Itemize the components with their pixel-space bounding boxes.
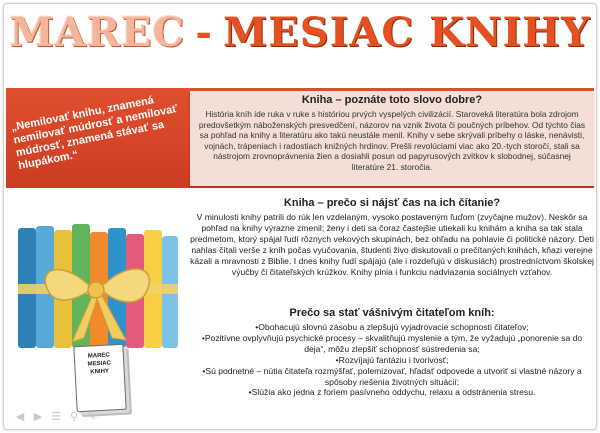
list-item: • Slúžia ako jedna z foriem pasívneho oddychu, relaxu a odstránenia stresu. xyxy=(190,387,594,398)
title-marec: MAREC xyxy=(9,9,186,56)
title-dash: - xyxy=(195,9,213,56)
section2-text: V minulosti knihy patrili do rúk len vzdelaným, vysoko postaveným ľuďom (zvyčajne mužov). Neskôr sa pohľad na knihy výrazne zmenil; ženy i deti sa čoraz častejšie utiekali ku knihám a kniha sa tak stala predmetom, ktorý spájal ľudí rôznych vekových skupinách, bez ohľadu na pohlavie či politické názory. Deti nahlas čítali verše z kníh počas vyučovania, študenti živo diskutovali o prečítaných knihách, kňazi verejne kázali a mravnosti z Biblie. I dnes knihy ľudí spájajú (ale i rozdeľujú v diskusiách) prostredníctvom školskej výučby či čitateľských krúžkov. Knihy plnia i funkciu nadviazania sociálnych vzťahov. xyxy=(190,212,594,277)
section1-heading: Kniha – poznáte toto slovo dobre? xyxy=(301,94,483,106)
page-title xyxy=(0,10,600,56)
section1-text: História kníh ide ruka v ruke s históriou prvých vyspelých civilizácií. Staroveká literatúra bola zdrojom predovšetkým náboženských presvedčení, názorov na vznik života či poučných príbehov. Od týchto čias sa pohľad na knihy a literatúru ako takú neustále menil. Knihy v sebe skrývali príbehy o láske, nenávisti, vojnách, trápeniach i radostiach knižných hrdinov. Prešli revolúciami viac ako 20.-tych storočí, stali sa nástrojom zrovnoprávnenia žien a dosiahli posun od papyrusových zvitkov k slobodnej, súčasnej literatúre 21. storočia. xyxy=(198,109,586,172)
section3-heading: Prečo sa stať vášnivým čitateľom kníh: xyxy=(289,307,495,319)
menu-icon[interactable]: ☰ xyxy=(51,411,61,423)
slide-navigation xyxy=(14,411,98,423)
forward-icon[interactable]: ▶ xyxy=(33,411,43,423)
list-item: • Sú podnetné – nútia čitateľa rozmýšľať, polemizovať, hľadať odpovede a utvoriť si vlastné názory a spôsoby riešenia životných situácií; xyxy=(190,366,594,388)
quote-text: „Nemilovať knihu, znamená nemilovať múdrosť a nemilovať múdrosť, znamená stávať sa hlupákom.“ xyxy=(10,94,179,173)
list-item: • Rozvíjajú fantáziu i tvorivosť; xyxy=(190,355,594,366)
pen-icon[interactable]: ✎ xyxy=(87,411,97,423)
book-cover-illustration xyxy=(73,344,126,413)
title-mesiac-knihy: MESIAC KNIHY xyxy=(222,9,591,56)
list-item: • Pozitívne ovplyvňujú psychické procesy – skvalitňujú myslenie a tým, že vyžadujú „ponorenie sa do deja“, môžu zlepšiť schopnosť sústredenia sa; xyxy=(190,333,594,355)
book-cover-title: MAREC MESIAC KNIHY xyxy=(87,352,112,376)
books-with-bow-illustration xyxy=(14,210,184,355)
benefits-list xyxy=(190,322,594,398)
zoom-icon[interactable]: ⚲ xyxy=(69,411,79,423)
list-item: • Obohacujú slovnú zásobu a zlepšujú vyjadrovacie schopnosti čitateľov; xyxy=(190,322,594,333)
back-icon[interactable]: ◀ xyxy=(15,411,25,423)
section2-heading: Kniha – prečo si nájsť čas na ich čítanie? xyxy=(283,197,501,209)
